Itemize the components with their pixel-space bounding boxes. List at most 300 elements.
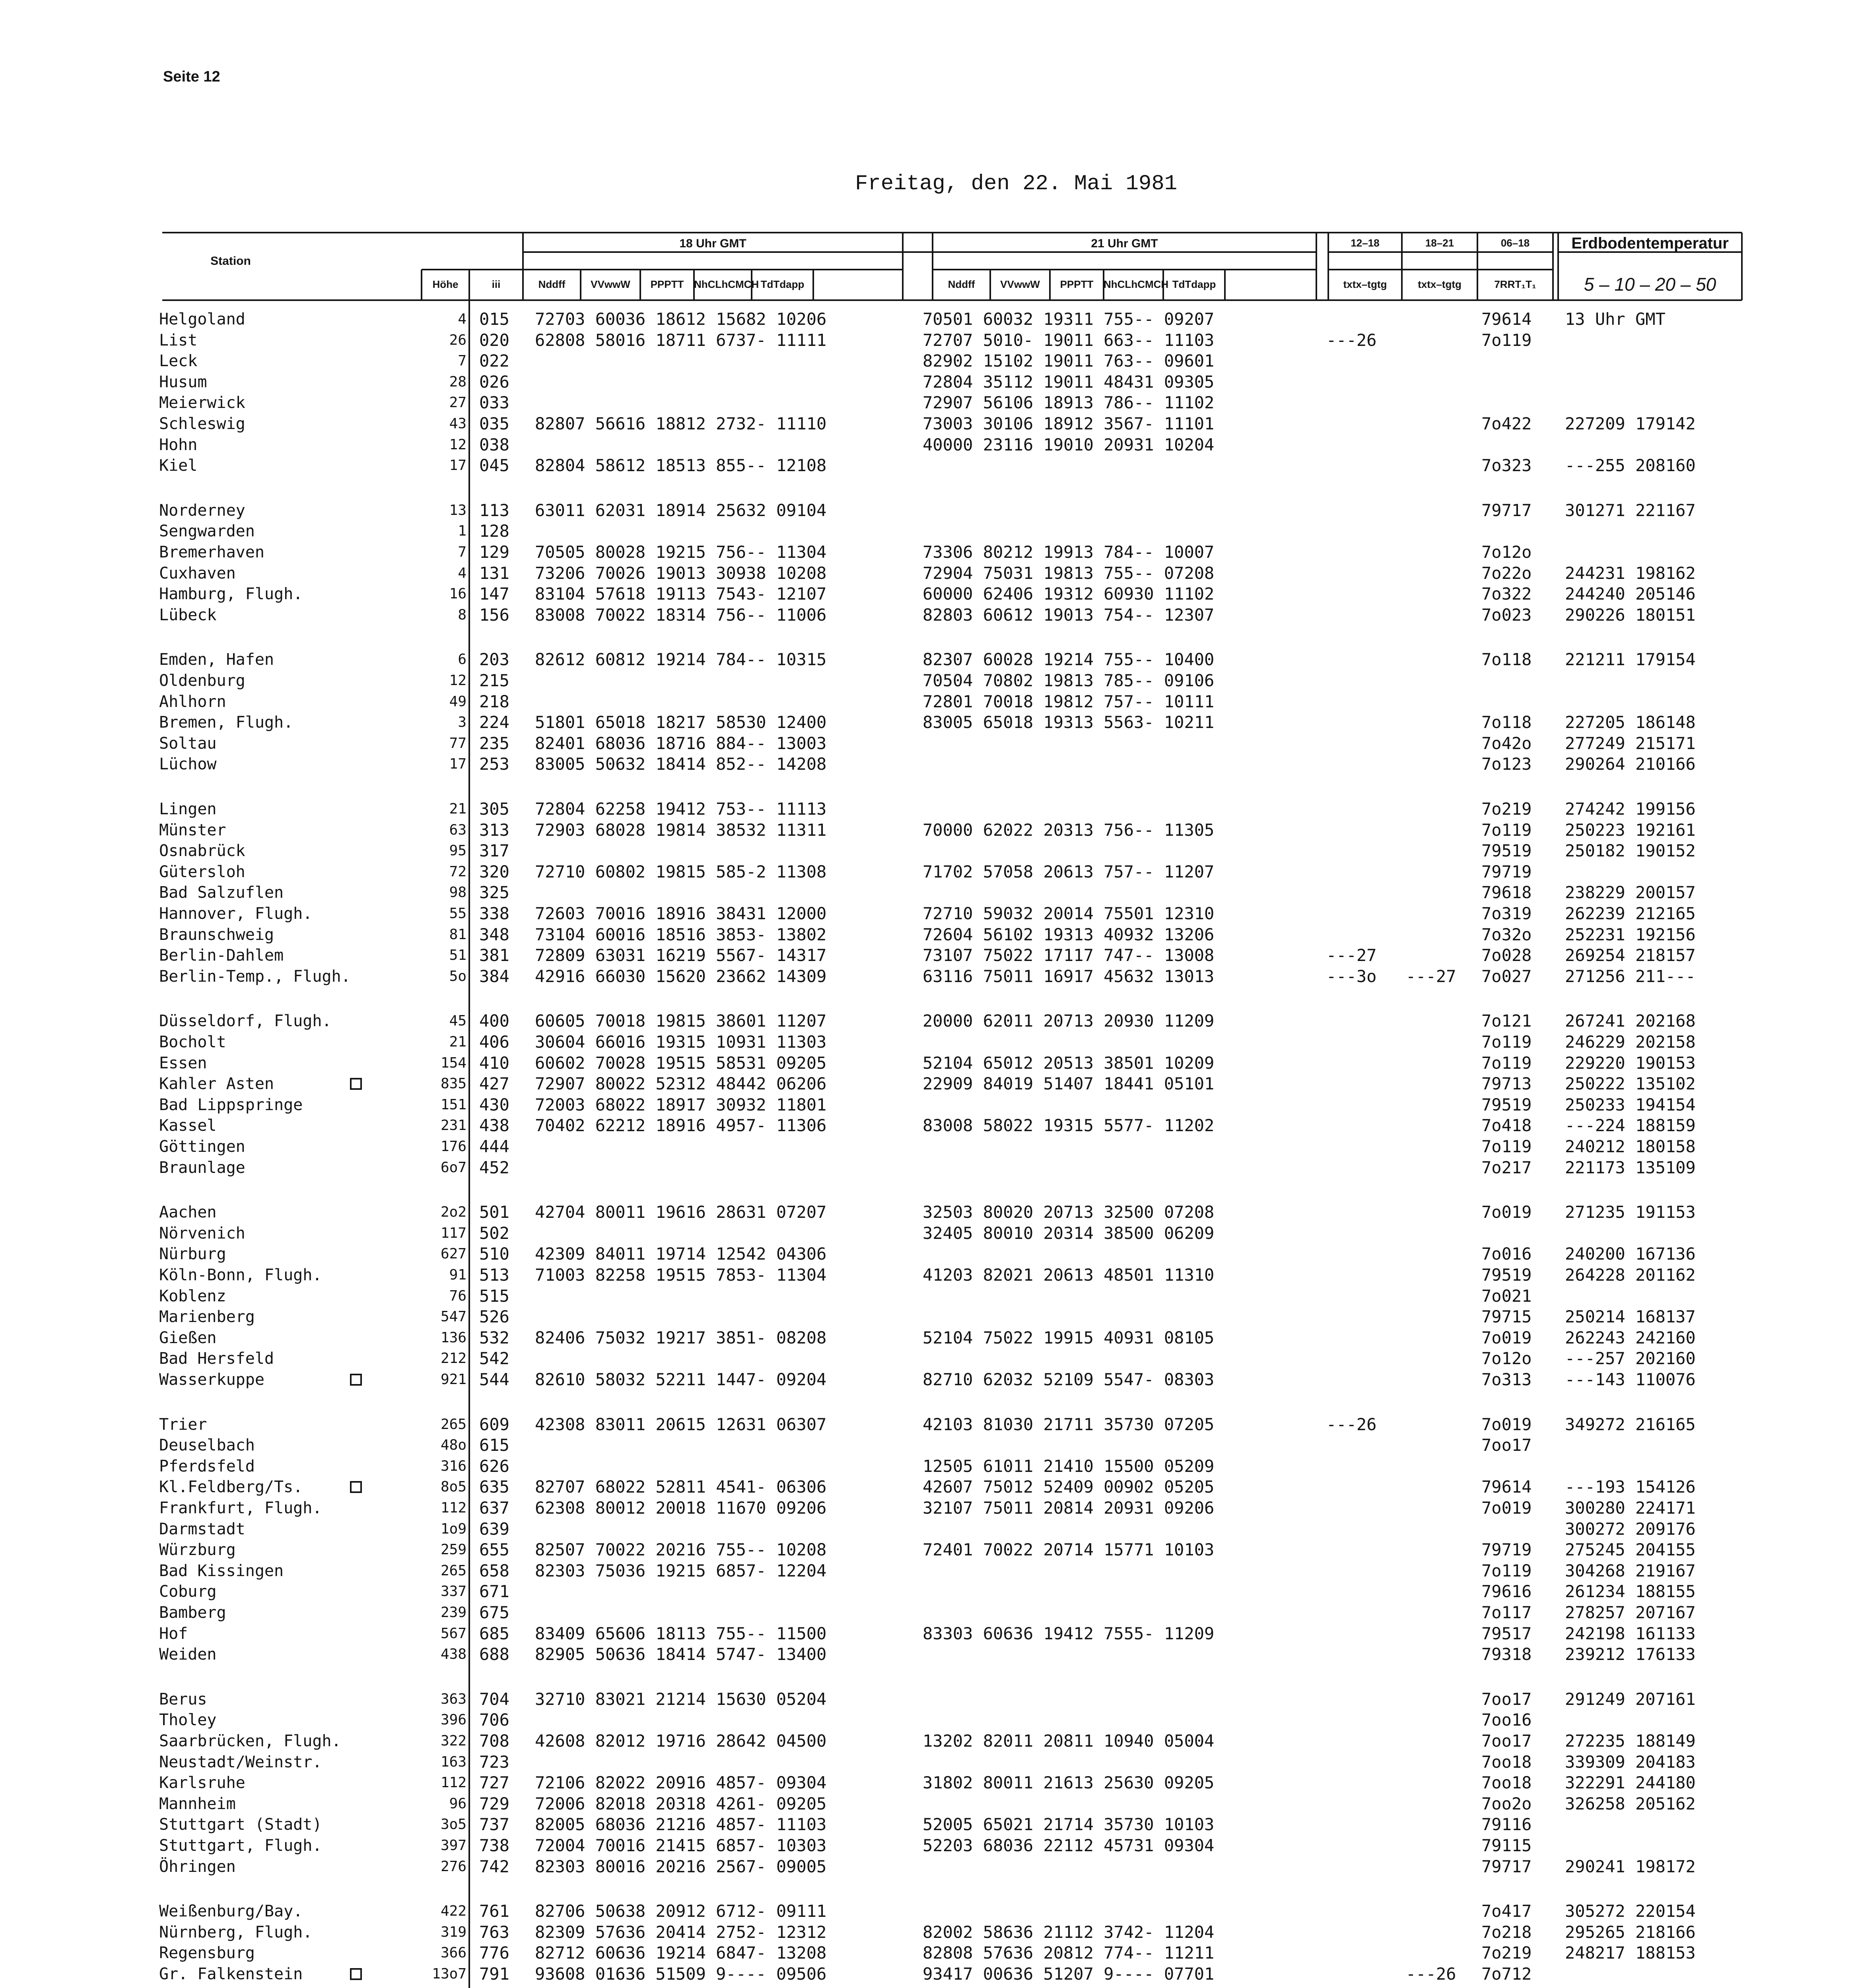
station-height: 16	[449, 586, 466, 602]
header-18-uhr: 18 Uhr GMT	[679, 237, 746, 250]
period-value-2: ---27	[1406, 967, 1456, 986]
station-height: 76	[449, 1288, 466, 1304]
obs-21-gmt: 42607 75012 52409 00902 05205	[923, 1477, 1215, 1497]
header-period-06-18: 06–18	[1500, 237, 1530, 249]
station-name: Weiden	[159, 1645, 217, 1664]
obs-18-gmt: 82905 50636 18414 5747- 13400	[535, 1644, 827, 1664]
station-height: 13	[449, 502, 466, 518]
precip-06-18: 7o021	[1481, 1286, 1532, 1306]
precip-06-18: 79713	[1481, 1074, 1532, 1093]
station-name: Kiel	[159, 456, 198, 475]
soil-temperature: 227205 186148	[1565, 712, 1696, 732]
station-index: 727	[479, 1773, 509, 1792]
obs-21-gmt: 72710 59032 20014 75501 12310	[923, 904, 1215, 923]
soil-temperature: 240212 180158	[1565, 1137, 1696, 1156]
obs-18-gmt: 82706 50638 20912 6712- 09111	[535, 1901, 827, 1921]
station-index: 791	[479, 1964, 509, 1984]
station-height: 12	[449, 437, 466, 453]
soil-temperature: 271256 211---	[1565, 967, 1696, 986]
precip-06-18: 7o118	[1481, 712, 1532, 732]
station-index: 381	[479, 945, 509, 965]
obs-18-gmt: 83409 65606 18113 755-- 11500	[535, 1624, 827, 1643]
precip-06-18: 7o019	[1481, 1202, 1532, 1222]
soil-temperature: 244231 198162	[1565, 563, 1696, 583]
soil-temperature: 300280 224171	[1565, 1498, 1696, 1518]
station-name: Koblenz	[159, 1287, 226, 1305]
soil-temperature: 250233 194154	[1565, 1095, 1696, 1114]
obs-18-gmt: 72004 70016 21415 6857- 10303	[535, 1836, 827, 1855]
precip-06-18: 7o322	[1481, 584, 1532, 604]
obs-21-gmt: 72401 70022 20714 15771 10103	[923, 1540, 1215, 1559]
station-name: Schleswig	[159, 415, 245, 433]
station-name: Berlin-Dahlem	[159, 946, 284, 965]
station-index: 658	[479, 1561, 509, 1580]
precip-06-18: 7o12o	[1481, 542, 1532, 562]
obs-18-gmt: 73206 70026 19013 30938 10208	[535, 563, 827, 583]
station-index: 313	[479, 820, 509, 840]
precip-06-18: 7o32o	[1481, 925, 1532, 944]
period-value-1: ---26	[1326, 1415, 1377, 1434]
station-index: 729	[479, 1794, 509, 1813]
precip-06-18: 7o22o	[1481, 563, 1532, 583]
precip-06-18: 7o219	[1481, 1943, 1532, 1963]
station-height: 151	[440, 1097, 466, 1113]
precip-06-18: 7oo17	[1481, 1731, 1532, 1751]
station-height: 112	[440, 1500, 466, 1516]
soil-temperature: 300272 209176	[1565, 1519, 1696, 1539]
precip-06-18: 79519	[1481, 841, 1532, 860]
obs-18-gmt: 82406 75032 19217 3851- 08208	[535, 1328, 827, 1347]
obs-18-gmt: 82401 68036 18716 884-- 13003	[535, 734, 827, 753]
soil-temperature: 250223 192161	[1565, 820, 1696, 840]
precip-06-18: 7o42o	[1481, 734, 1532, 753]
station-height: 322	[440, 1733, 466, 1749]
soil-temperature: 277249 215171	[1565, 734, 1696, 753]
soil-temperature: 250214 168137	[1565, 1307, 1696, 1326]
obs-18-gmt: 82707 68022 52811 4541- 06306	[535, 1477, 827, 1497]
station-name: Kassel	[159, 1116, 217, 1135]
header-sub-1: txtx–tgtg	[1343, 278, 1387, 290]
station-height: 4	[458, 311, 466, 327]
obs-21-gmt: 70504 70802 19813 785-- 09106	[923, 671, 1215, 690]
precip-06-18: 79116	[1481, 1815, 1532, 1834]
soil-temperature: 264228 201162	[1565, 1265, 1696, 1285]
station-height: 397	[440, 1837, 466, 1854]
station-name: Soltau	[159, 734, 217, 753]
header-period-18-21: 18–21	[1425, 237, 1454, 249]
obs-21-gmt: 32107 75011 20814 20931 09206	[923, 1498, 1215, 1518]
soil-temperature: 239212 176133	[1565, 1644, 1696, 1664]
obs-18-gmt: 42308 83011 20615 12631 06307	[535, 1415, 827, 1434]
station-height: 265	[440, 1416, 466, 1433]
obs-18-gmt: 62308 80012 20018 11670 09206	[535, 1498, 827, 1518]
station-height: 8	[458, 607, 466, 623]
station-index: 515	[479, 1286, 509, 1306]
station-name: Frankfurt, Flugh.	[159, 1499, 322, 1517]
obs-21-gmt: 73107 75022 17117 747-- 13008	[923, 945, 1215, 965]
period-value-2: ---26	[1406, 1964, 1456, 1984]
header-21-uhr: 21 Uhr GMT	[1091, 237, 1158, 250]
station-index: 637	[479, 1498, 509, 1518]
precip-06-18: 7o121	[1481, 1011, 1532, 1031]
obs-18-gmt: 72003 68022 18917 30932 11801	[535, 1095, 827, 1114]
station-height: 176	[440, 1138, 466, 1155]
header-21-c1: Nddff	[948, 278, 975, 290]
station-name: Bremerhaven	[159, 543, 264, 561]
soil-temperature: 272235 188149	[1565, 1731, 1696, 1751]
station-index: 320	[479, 862, 509, 881]
precip-06-18: 7o319	[1481, 904, 1532, 923]
station-index: 723	[479, 1752, 509, 1772]
obs-21-gmt: 82902 15102 19011 763-- 09601	[923, 351, 1215, 371]
soil-temperature: 262243 242160	[1565, 1328, 1696, 1347]
station-index: 045	[479, 456, 509, 475]
obs-21-gmt: 72801 70018 19812 757-- 10111	[923, 692, 1215, 711]
station-name: Deuselbach	[159, 1436, 255, 1454]
station-height: 12	[449, 672, 466, 689]
obs-18-gmt: 72907 80022 52312 48442 06206	[535, 1074, 827, 1093]
obs-18-gmt: 62808 58016 18711 6737- 11111	[535, 330, 827, 350]
obs-18-gmt: 82303 80016 20216 2567- 09005	[535, 1857, 827, 1876]
station-name: Köln-Bonn, Flugh.	[159, 1266, 322, 1284]
precip-06-18: 79614	[1481, 309, 1532, 329]
precip-06-18: 79618	[1481, 883, 1532, 902]
station-height: 136	[440, 1330, 466, 1346]
station-name: Aachen	[159, 1203, 217, 1221]
soil-temperature: 290264 210166	[1565, 754, 1696, 774]
station-index: 317	[479, 841, 509, 860]
obs-18-gmt: 82309 57636 20414 2752- 12312	[535, 1922, 827, 1942]
precip-06-18: 7o119	[1481, 330, 1532, 350]
station-name: Düsseldorf, Flugh.	[159, 1012, 332, 1030]
station-height: 6o7	[440, 1159, 466, 1176]
soil-temperature: ---255 208160	[1565, 456, 1696, 475]
soil-temperature: 221173 135109	[1565, 1158, 1696, 1177]
station-name: Essen	[159, 1054, 207, 1072]
station-name: Bremen, Flugh.	[159, 713, 293, 732]
station-height: 567	[440, 1625, 466, 1642]
station-height: 8o5	[440, 1479, 466, 1495]
station-index: 706	[479, 1710, 509, 1730]
precip-06-18: 7o119	[1481, 1137, 1532, 1156]
header-21-c5: TdTdapp	[1172, 278, 1216, 290]
station-index: 015	[479, 309, 509, 329]
soil-temperature: 250222 135102	[1565, 1074, 1696, 1093]
station-height: 366	[440, 1945, 466, 1961]
station-index: 675	[479, 1603, 509, 1622]
soil-temperature: 349272 216165	[1565, 1415, 1696, 1434]
period-value-1: ---3o	[1326, 967, 1377, 986]
station-index: 128	[479, 521, 509, 541]
obs-21-gmt: 93417 00636 51207 9---- 07701	[923, 1964, 1215, 1984]
square-marker-icon	[350, 1374, 362, 1386]
precip-06-18: 7oo18	[1481, 1773, 1532, 1792]
station-height: 154	[440, 1055, 466, 1071]
station-height: 77	[449, 735, 466, 751]
soil-temperature: ---143 110076	[1565, 1370, 1696, 1389]
precip-06-18: 7oo16	[1481, 1710, 1532, 1730]
precip-06-18: 7o019	[1481, 1415, 1532, 1434]
precip-06-18: 7o218	[1481, 1922, 1532, 1942]
station-index: 685	[479, 1624, 509, 1643]
precip-06-18: 7o027	[1481, 967, 1532, 986]
header-hoehe: Höhe	[432, 278, 459, 290]
period-value-1: ---27	[1326, 945, 1377, 965]
soil-temperature: 301271 221167	[1565, 501, 1696, 520]
header-21-c3: PPPTT	[1060, 278, 1094, 290]
station-index: 452	[479, 1158, 509, 1177]
obs-21-gmt: 70501 60032 19311 755-- 09207	[923, 309, 1215, 329]
station-name: Lingen	[159, 800, 217, 818]
precip-06-18: 79519	[1481, 1265, 1532, 1285]
station-index: 235	[479, 734, 509, 753]
precip-06-18: 7o117	[1481, 1603, 1532, 1622]
station-name: Berus	[159, 1690, 207, 1708]
obs-21-gmt: 60000 62406 19312 60930 11102	[923, 584, 1215, 604]
soil-temperature: 275245 204155	[1565, 1540, 1696, 1559]
station-name: Pferdsfeld	[159, 1457, 255, 1475]
precip-06-18: 7oo17	[1481, 1435, 1532, 1455]
station-height: 547	[440, 1309, 466, 1325]
obs-18-gmt: 83008 70022 18314 756-- 11006	[535, 605, 827, 625]
header-21-c4: NhCLhCMCH	[1104, 278, 1169, 290]
precip-06-18: 79614	[1481, 1477, 1532, 1497]
precip-06-18: 7o118	[1481, 650, 1532, 669]
obs-21-gmt: 72907 56106 18913 786-- 11102	[923, 393, 1215, 412]
obs-21-gmt: 20000 62011 20713 20930 11209	[923, 1011, 1215, 1031]
station-height: 43	[449, 415, 466, 432]
obs-21-gmt: 71702 57058 20613 757-- 11207	[923, 862, 1215, 881]
station-height: 117	[440, 1225, 466, 1241]
station-name: Öhringen	[159, 1858, 236, 1876]
station-index: 325	[479, 883, 509, 902]
obs-18-gmt: 82610 58032 52211 1447- 09204	[535, 1370, 827, 1389]
precip-06-18: 79717	[1481, 1857, 1532, 1876]
station-name: Hohn	[159, 436, 198, 454]
station-index: 348	[479, 925, 509, 944]
date-line: Freitag, den 22. Mai 1981	[855, 172, 1178, 196]
square-marker-icon	[350, 1968, 362, 1980]
station-name: Bad Kissingen	[159, 1562, 284, 1580]
header-erdbodentemperatur: Erdbodentemperatur	[1571, 235, 1729, 252]
obs-18-gmt: 42704 80011 19616 28631 07207	[535, 1202, 827, 1222]
obs-18-gmt: 72603 70016 18916 38431 12000	[535, 904, 827, 923]
station-name: Nürnberg, Flugh.	[159, 1923, 313, 1941]
station-height: 45	[449, 1013, 466, 1029]
precip-06-18: 7o119	[1481, 1561, 1532, 1580]
obs-21-gmt: 82808 57636 20812 774-- 11211	[923, 1943, 1215, 1963]
station-height: 3o5	[440, 1816, 466, 1833]
obs-18-gmt: 82303 75036 19215 6857- 12204	[535, 1561, 827, 1580]
station-height: 98	[449, 884, 466, 901]
station-name: Mannheim	[159, 1795, 236, 1813]
station-name: Oldenburg	[159, 672, 245, 690]
station-name: Emden, Hafen	[159, 650, 274, 669]
precip-06-18: 7o712	[1481, 1964, 1532, 1984]
precip-06-18: 7o019	[1481, 1328, 1532, 1347]
soil-temperature: 305272 220154	[1565, 1901, 1696, 1921]
station-name: Hamburg, Flugh.	[159, 585, 303, 603]
station-height: 276	[440, 1858, 466, 1875]
obs-21-gmt: 52104 65012 20513 38501 10209	[923, 1053, 1215, 1073]
obs-21-gmt: 12505 61011 21410 15500 05209	[923, 1456, 1215, 1476]
station-name: List	[159, 331, 198, 349]
station-index: 035	[479, 414, 509, 433]
obs-18-gmt: 72804 62258 19412 753-- 11113	[535, 799, 827, 819]
obs-21-gmt: 73003 30106 18912 3567- 11101	[923, 414, 1215, 433]
station-index: 688	[479, 1644, 509, 1664]
soil-temperature: 250182 190152	[1565, 841, 1696, 860]
station-index: 763	[479, 1922, 509, 1942]
station-index: 156	[479, 605, 509, 625]
station-index: 406	[479, 1032, 509, 1052]
obs-21-gmt: 72804 35112 19011 48431 09305	[923, 372, 1215, 392]
station-index: 444	[479, 1137, 509, 1156]
station-index: 502	[479, 1223, 509, 1243]
station-name: Kl.Feldberg/Ts.	[159, 1478, 303, 1496]
station-index: 635	[479, 1477, 509, 1497]
obs-21-gmt: 72604 56102 19313 40932 13206	[923, 925, 1215, 944]
station-height: 1o9	[440, 1521, 466, 1537]
station-height: 95	[449, 843, 466, 859]
obs-18-gmt: 42608 82012 19716 28642 04500	[535, 1731, 827, 1751]
header-sub-3: 7RRT₁T₁	[1494, 278, 1536, 290]
soil-temperature: 242198 161133	[1565, 1624, 1696, 1643]
station-height: 49	[449, 693, 466, 710]
obs-18-gmt: 63011 62031 18914 25632 09104	[535, 501, 827, 520]
obs-18-gmt: 82804 58612 18513 855-- 12108	[535, 456, 827, 475]
station-index: 410	[479, 1053, 509, 1073]
obs-18-gmt: 72703 60036 18612 15682 10206	[535, 309, 827, 329]
station-name: Weißenburg/Bay.	[159, 1902, 303, 1920]
station-name: Osnabrück	[159, 842, 245, 860]
obs-18-gmt: 82507 70022 20216 755-- 10208	[535, 1540, 827, 1559]
obs-18-gmt: 71003 82258 19515 7853- 11304	[535, 1265, 827, 1285]
precip-06-18: 7o422	[1481, 414, 1532, 433]
square-marker-icon	[350, 1481, 362, 1493]
obs-18-gmt: 82005 68036 21216 4857- 11103	[535, 1815, 827, 1834]
precip-06-18: 79115	[1481, 1836, 1532, 1855]
obs-21-gmt: 32405 80010 20314 38500 06209	[923, 1223, 1215, 1243]
obs-18-gmt: 73104 60016 18516 3853- 13802	[535, 925, 827, 944]
precip-06-18: 79517	[1481, 1624, 1532, 1643]
soil-temperature: 229220 190153	[1565, 1053, 1696, 1073]
obs-18-gmt: 83005 50632 18414 852-- 14208	[535, 754, 827, 774]
station-name: Husum	[159, 373, 207, 391]
soil-temperature: ---224 188159	[1565, 1116, 1696, 1135]
station-height: 6	[458, 651, 466, 668]
obs-18-gmt: 42916 66030 15620 23662 14309	[535, 967, 827, 986]
station-name: Trier	[159, 1415, 207, 1434]
obs-18-gmt: 32710 83021 21214 15630 05204	[535, 1689, 827, 1709]
header-station: Station	[210, 254, 251, 268]
station-name: Kahler Asten	[159, 1075, 274, 1093]
obs-18-gmt: 82712 60636 19214 6847- 13208	[535, 1943, 827, 1963]
station-height: 28	[449, 374, 466, 390]
precip-06-18: 7o119	[1481, 1053, 1532, 1073]
precip-06-18: 79719	[1481, 862, 1532, 881]
station-name: Hannover, Flugh.	[159, 905, 313, 923]
station-height: 231	[440, 1117, 466, 1134]
soil-temperature: 326258 205162	[1565, 1794, 1696, 1813]
soil-temperature: ---193 154126	[1565, 1477, 1696, 1497]
station-height: 2o2	[440, 1204, 466, 1220]
station-index: 400	[479, 1011, 509, 1031]
obs-18-gmt: 72903 68028 19814 38532 11311	[535, 820, 827, 840]
precip-06-18: 7o323	[1481, 456, 1532, 475]
station-name: Karlsruhe	[159, 1774, 245, 1792]
precip-06-18: 7o219	[1481, 799, 1532, 819]
obs-18-gmt: 72106 82022 20916 4857- 09304	[535, 1773, 827, 1792]
station-height: 239	[440, 1604, 466, 1621]
obs-18-gmt: 72710 60802 19815 585-2 11308	[535, 862, 827, 881]
station-index: 501	[479, 1202, 509, 1222]
soil-temperature: 274242 199156	[1565, 799, 1696, 819]
station-name: Münster	[159, 821, 226, 839]
station-index: 430	[479, 1095, 509, 1114]
station-name: Hof	[159, 1625, 188, 1643]
station-name: Cuxhaven	[159, 564, 236, 582]
soil-temperature: 269254 218157	[1565, 945, 1696, 965]
obs-21-gmt: 82803 60612 19013 754-- 12307	[923, 605, 1215, 625]
precip-06-18: 7oo17	[1481, 1689, 1532, 1709]
station-height: 319	[440, 1924, 466, 1940]
station-name: Helgoland	[159, 310, 245, 328]
header-18-c5: TdTdapp	[760, 278, 805, 290]
soil-temperature: 262239 212165	[1565, 904, 1696, 923]
soil-temperature: 291249 207161	[1565, 1689, 1696, 1709]
soil-temperature: 252231 192156	[1565, 925, 1696, 944]
obs-21-gmt: 83008 58022 19315 5577- 11202	[923, 1116, 1215, 1135]
header-erdboden-depths: 5 – 10 – 20 – 50	[1584, 274, 1716, 295]
station-name: Berlin-Temp., Flugh.	[159, 967, 351, 986]
station-height: 112	[440, 1774, 466, 1791]
station-name: Braunschweig	[159, 926, 274, 944]
station-height: 7	[458, 544, 466, 560]
station-index: 026	[479, 372, 509, 392]
station-name: Stuttgart (Stadt)	[159, 1815, 322, 1834]
station-height: 627	[440, 1246, 466, 1262]
obs-18-gmt: 60605 70018 19815 38601 11207	[535, 1011, 827, 1031]
precip-06-18: 7o313	[1481, 1370, 1532, 1389]
station-height: 212	[440, 1350, 466, 1367]
station-name: Meierwick	[159, 394, 245, 412]
station-name: Neustadt/Weinstr.	[159, 1753, 322, 1771]
station-height: 21	[449, 1034, 466, 1050]
station-index: 384	[479, 967, 509, 986]
station-height: 17	[449, 756, 466, 772]
station-height: 396	[440, 1712, 466, 1728]
station-index: 427	[479, 1074, 509, 1093]
header-period-12-18: 12–18	[1351, 237, 1380, 249]
station-height: 921	[440, 1371, 466, 1388]
soil-temperature: 290226 180151	[1565, 605, 1696, 625]
soil-temperature: 238229 200157	[1565, 883, 1696, 902]
station-index: 131	[479, 563, 509, 583]
station-index: 742	[479, 1857, 509, 1876]
precip-06-18: 79719	[1481, 1540, 1532, 1559]
station-index: 737	[479, 1815, 509, 1834]
obs-18-gmt: 30604 66016 19315 10931 11303	[535, 1032, 827, 1052]
page-number: Seite 12	[163, 68, 220, 85]
station-index: 655	[479, 1540, 509, 1559]
precip-06-18: 7oo2o	[1481, 1794, 1532, 1813]
obs-21-gmt: 42103 81030 21711 35730 07205	[923, 1415, 1215, 1434]
soil-temperature: 244240 205146	[1565, 584, 1696, 604]
obs-21-gmt: 52104 75022 19915 40931 08105	[923, 1328, 1215, 1347]
station-name: Gießen	[159, 1329, 217, 1347]
obs-21-gmt: 13202 82011 20811 10940 05004	[923, 1731, 1215, 1751]
